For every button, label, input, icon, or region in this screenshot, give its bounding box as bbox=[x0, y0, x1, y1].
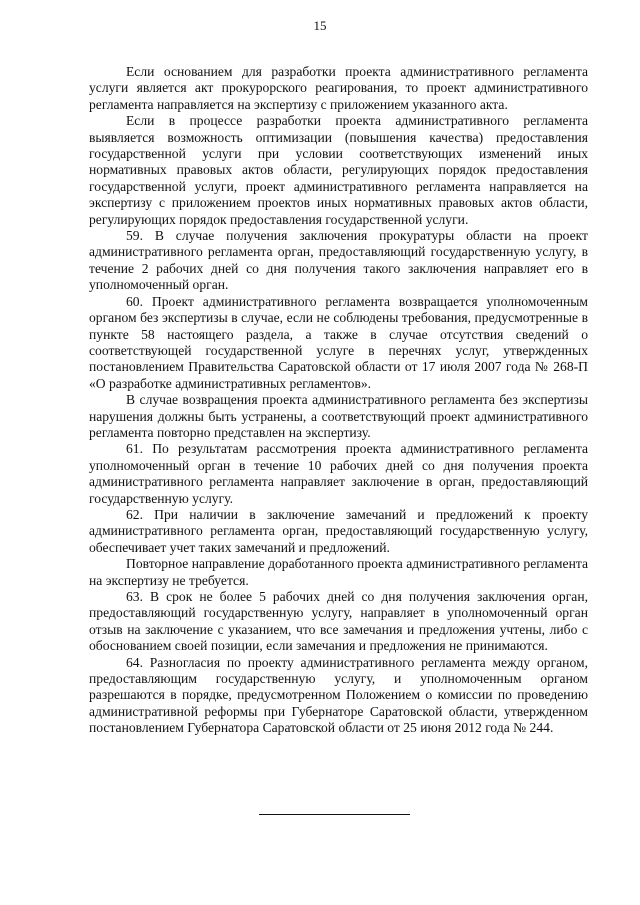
footer-divider bbox=[259, 814, 410, 815]
paragraph-item-60: 60. Проект административного регламента возвращается уполномоченным органом без экспертизы в случае, если не соблюдены требования, предусмотренные в пункте 58 настоящего раздела, а также в случае отсутствия сведений о соответствующей государственной услуге в перечнях услуг, утвержденных постановлением Правительства Саратовской области от 17 июля 2007 года № 268-П «О разработке административных регламентов». bbox=[89, 293, 588, 391]
page-number: 15 bbox=[313, 18, 327, 33]
paragraph-item-59: 59. В случае получения заключения прокуратуры области на проект административного регламента орган, предоставляющий государственную услугу, в течение 2 рабочих дней со дня получения такого заключения направляет его в уполномоченный орган. bbox=[89, 228, 588, 293]
paragraph-item-61: 61. По результатам рассмотрения проекта административного регламента уполномоченный орган в течение 10 рабочих дней со дня получения проекта административного регламента направляет заключение в орган, предоставляющий государственную услугу. bbox=[89, 441, 588, 506]
paragraph-item-62: 62. При наличии в заключение замечаний и предложений к проекту административного регламента орган, предоставляющий государственную услугу, обеспечивает учет таких замечаний и предложений. bbox=[89, 506, 588, 555]
paragraph-resubmission: Повторное направление доработанного проекта административного регламента на экспертизу не требуется. bbox=[89, 556, 588, 588]
paragraph-prosecutor-act: Если основанием для разработки проекта административного регламента услуги является акт прокурорского реагирования, то проект административного регламента направляется на экспертизу с приложением указанного акта. bbox=[89, 64, 588, 112]
document-body bbox=[89, 64, 588, 737]
paragraph-item-64: 64. Разногласия по проекту административного регламента между органом, предоставляющим государственную услугу, и уполномоченным органом разрешаются в порядке, предусмотренном Положением о комиссии по проведению административной реформы при Губернаторе Саратовской области, утвержденном постановлением Губернатора Саратовской области от 25 июня 2012 года № 244. bbox=[89, 654, 588, 736]
paragraph-return-without-expertise: В случае возвращения проекта административного регламента без экспертизы нарушения должны быть устранены, а соответствующий проект административного регламента повторно представлен на экспертизу. bbox=[89, 392, 588, 440]
paragraph-item-63: 63. В срок не более 5 рабочих дней со дня получения заключения орган, предоставляющий государственную услугу, направляет в уполномоченный орган отзыв на заключение с указанием, что все замечания и предложения учтены, либо с обоснованием своей позиции, если замечания и предложения не принимаются. bbox=[89, 589, 588, 654]
paragraph-optimization: Если в процессе разработки проекта административного регламента выявляется возможность оптимизации (повышения качества) предоставления государственной услуги при условии соответствующих изменений иных нормативных правовых актов области, регулирующих порядок предоставления государственной услуги, проект административного регламента направляется на экспертизу с приложением проектов иных нормативных правовых актов области, регулирующих порядок предоставления государственной услуги. bbox=[89, 113, 588, 227]
